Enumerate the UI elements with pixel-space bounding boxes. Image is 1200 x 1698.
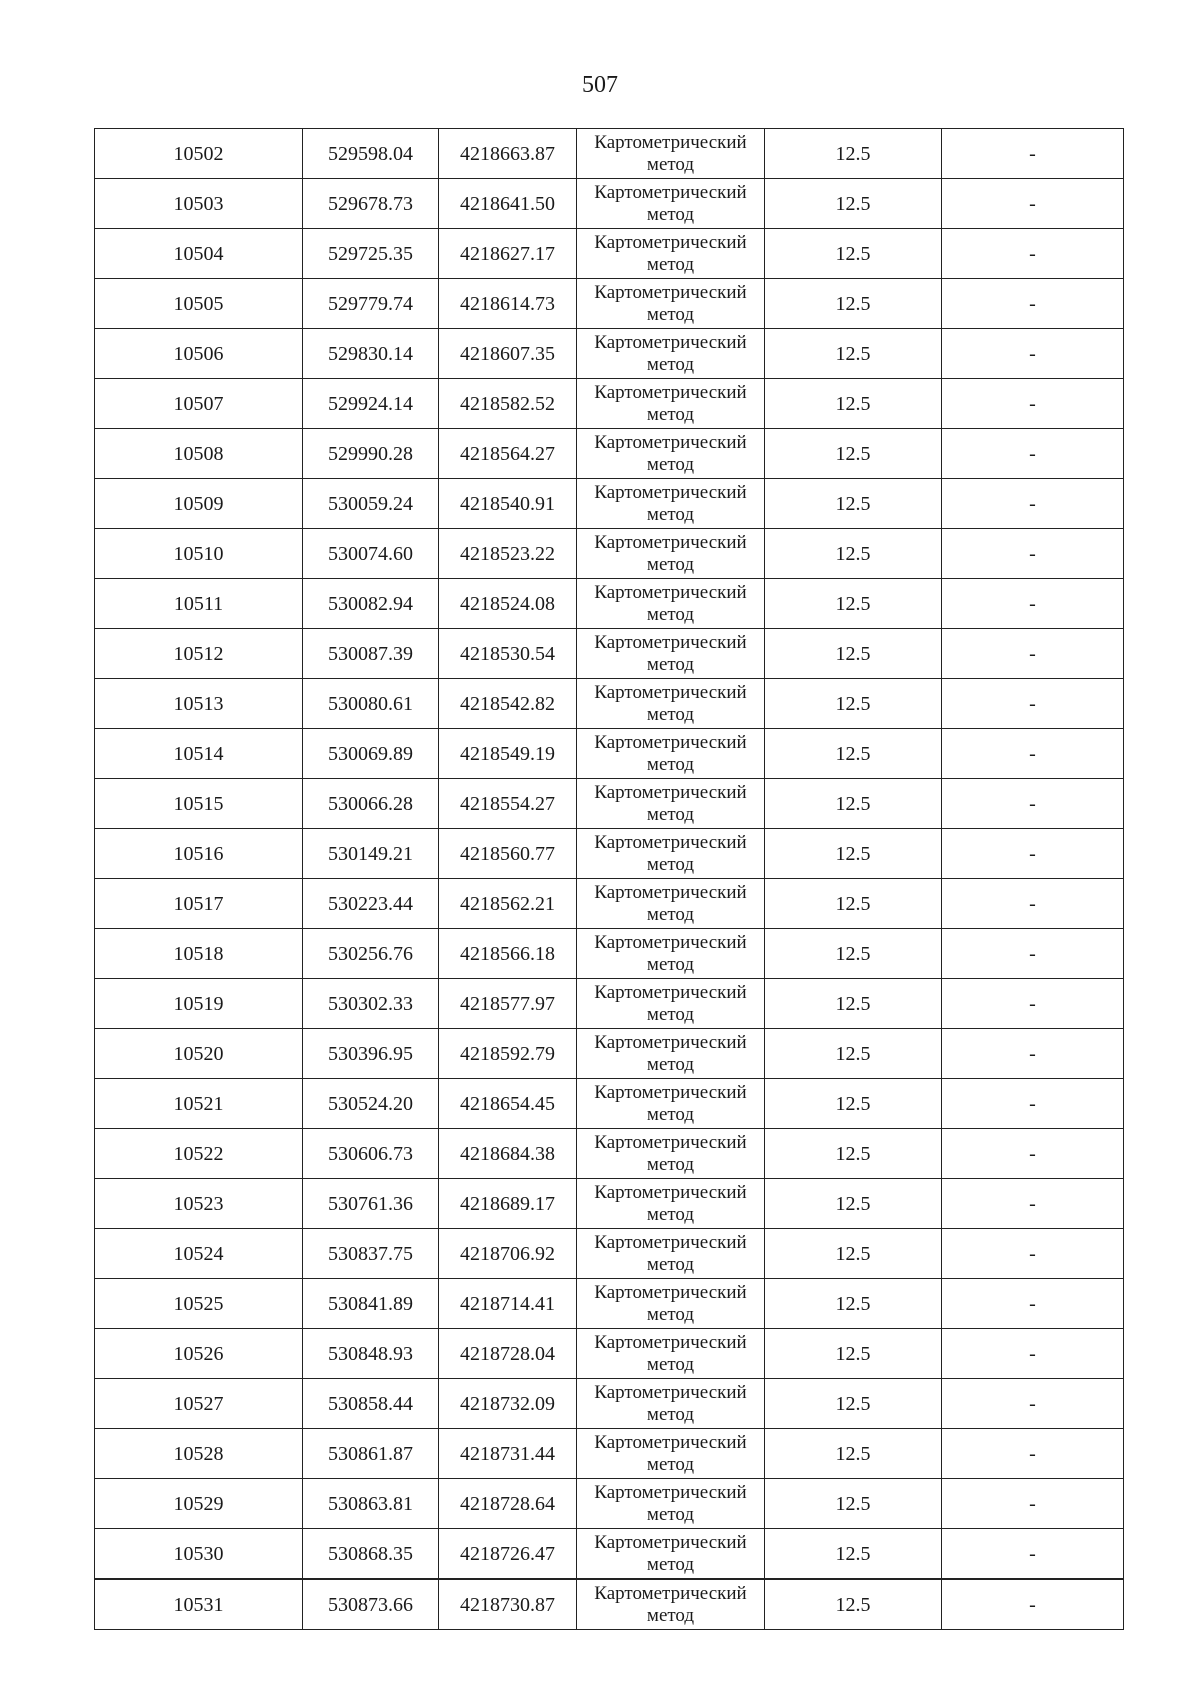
method-cell bbox=[577, 129, 765, 179]
accuracy-cell: 12.5 bbox=[765, 1479, 942, 1529]
x-coordinate-cell: 530066.28 bbox=[303, 779, 439, 829]
point-id-cell: 10530 bbox=[95, 1529, 303, 1580]
x-coordinate-cell: 529924.14 bbox=[303, 379, 439, 429]
y-coordinate-cell: 4218524.08 bbox=[439, 579, 577, 629]
table-row bbox=[95, 1479, 1124, 1529]
method-line-2: метод bbox=[646, 603, 695, 625]
table-row bbox=[95, 1179, 1124, 1229]
table-row bbox=[95, 1429, 1124, 1479]
method-cell bbox=[577, 379, 765, 429]
note-cell: - bbox=[942, 1179, 1124, 1229]
accuracy-cell: 12.5 bbox=[765, 1579, 942, 1630]
note-cell: - bbox=[942, 479, 1124, 529]
table-row bbox=[95, 879, 1124, 929]
y-coordinate-cell: 4218542.82 bbox=[439, 679, 577, 729]
method-line-2: метод bbox=[646, 753, 695, 775]
x-coordinate-cell: 530396.95 bbox=[303, 1029, 439, 1079]
method-cell bbox=[577, 1329, 765, 1379]
accuracy-cell: 12.5 bbox=[765, 1279, 942, 1329]
table-row bbox=[95, 1279, 1124, 1329]
method-line-2: метод bbox=[646, 1453, 695, 1475]
table-row bbox=[95, 1229, 1124, 1279]
note-cell: - bbox=[942, 1229, 1124, 1279]
x-coordinate-cell: 529598.04 bbox=[303, 129, 439, 179]
method-line-2: метод bbox=[646, 453, 695, 475]
method-line-2: метод bbox=[646, 1253, 695, 1275]
accuracy-cell: 12.5 bbox=[765, 629, 942, 679]
coordinates-table bbox=[94, 128, 1124, 1630]
method-line-2: метод bbox=[646, 853, 695, 875]
point-id-cell: 10523 bbox=[95, 1179, 303, 1229]
x-coordinate-cell: 529725.35 bbox=[303, 229, 439, 279]
point-id-cell: 10528 bbox=[95, 1429, 303, 1479]
note-cell: - bbox=[942, 129, 1124, 179]
y-coordinate-cell: 4218728.04 bbox=[439, 1329, 577, 1379]
method-line-2: метод bbox=[646, 1103, 695, 1125]
note-cell: - bbox=[942, 1329, 1124, 1379]
point-id-cell: 10531 bbox=[95, 1579, 303, 1630]
table-row bbox=[95, 379, 1124, 429]
note-cell: - bbox=[942, 179, 1124, 229]
note-cell: - bbox=[942, 1579, 1124, 1630]
point-id-cell: 10512 bbox=[95, 629, 303, 679]
table-row bbox=[95, 579, 1124, 629]
method-line-2: метод bbox=[646, 703, 695, 725]
table-row bbox=[95, 729, 1124, 779]
method-cell bbox=[577, 329, 765, 379]
note-cell: - bbox=[942, 429, 1124, 479]
accuracy-cell: 12.5 bbox=[765, 429, 942, 479]
x-coordinate-cell: 530149.21 bbox=[303, 829, 439, 879]
accuracy-cell: 12.5 bbox=[765, 679, 942, 729]
table-row bbox=[95, 979, 1124, 1029]
point-id-cell: 10510 bbox=[95, 529, 303, 579]
method-line-2: метод bbox=[646, 153, 695, 175]
accuracy-cell: 12.5 bbox=[765, 729, 942, 779]
y-coordinate-cell: 4218726.47 bbox=[439, 1529, 577, 1580]
x-coordinate-cell: 530069.89 bbox=[303, 729, 439, 779]
y-coordinate-cell: 4218728.64 bbox=[439, 1479, 577, 1529]
method-line-1: Картометрический bbox=[594, 1531, 747, 1553]
note-cell: - bbox=[942, 229, 1124, 279]
page-number: 507 bbox=[582, 72, 618, 98]
y-coordinate-cell: 4218540.91 bbox=[439, 479, 577, 529]
y-coordinate-cell: 4218614.73 bbox=[439, 279, 577, 329]
method-line-1: Картометрический bbox=[594, 581, 747, 603]
note-cell: - bbox=[942, 1029, 1124, 1079]
method-line-2: метод bbox=[646, 653, 695, 675]
method-line-2: метод bbox=[646, 1303, 695, 1325]
point-id-cell: 10515 bbox=[95, 779, 303, 829]
point-id-cell: 10502 bbox=[95, 129, 303, 179]
y-coordinate-cell: 4218627.17 bbox=[439, 229, 577, 279]
point-id-cell: 10527 bbox=[95, 1379, 303, 1429]
point-id-cell: 10526 bbox=[95, 1329, 303, 1379]
y-coordinate-cell: 4218689.17 bbox=[439, 1179, 577, 1229]
accuracy-cell: 12.5 bbox=[765, 179, 942, 229]
method-cell bbox=[577, 479, 765, 529]
method-cell bbox=[577, 829, 765, 879]
point-id-cell: 10518 bbox=[95, 929, 303, 979]
method-line-1: Картометрический bbox=[594, 681, 747, 703]
method-line-2: метод bbox=[646, 1203, 695, 1225]
method-cell bbox=[577, 979, 765, 1029]
accuracy-cell: 12.5 bbox=[765, 1079, 942, 1129]
y-coordinate-cell: 4218607.35 bbox=[439, 329, 577, 379]
table-row bbox=[95, 629, 1124, 679]
y-coordinate-cell: 4218582.52 bbox=[439, 379, 577, 429]
note-cell: - bbox=[942, 979, 1124, 1029]
method-cell bbox=[577, 1429, 765, 1479]
table-body bbox=[95, 129, 1124, 1630]
accuracy-cell: 12.5 bbox=[765, 1329, 942, 1379]
point-id-cell: 10522 bbox=[95, 1129, 303, 1179]
table-row bbox=[95, 1379, 1124, 1429]
point-id-cell: 10525 bbox=[95, 1279, 303, 1329]
method-cell bbox=[577, 1029, 765, 1079]
y-coordinate-cell: 4218564.27 bbox=[439, 429, 577, 479]
method-line-1: Картометрический bbox=[594, 831, 747, 853]
x-coordinate-cell: 530256.76 bbox=[303, 929, 439, 979]
method-cell bbox=[577, 1229, 765, 1279]
table-row bbox=[95, 929, 1124, 979]
method-line-1: Картометрический bbox=[594, 131, 747, 153]
point-id-cell: 10521 bbox=[95, 1079, 303, 1129]
method-cell bbox=[577, 229, 765, 279]
method-line-1: Картометрический bbox=[594, 1481, 747, 1503]
method-line-2: метод bbox=[646, 1353, 695, 1375]
method-cell bbox=[577, 1479, 765, 1529]
x-coordinate-cell: 530524.20 bbox=[303, 1079, 439, 1129]
point-id-cell: 10509 bbox=[95, 479, 303, 529]
x-coordinate-cell: 529990.28 bbox=[303, 429, 439, 479]
note-cell: - bbox=[942, 379, 1124, 429]
x-coordinate-cell: 530837.75 bbox=[303, 1229, 439, 1279]
method-line-1: Картометрический bbox=[594, 1231, 747, 1253]
method-line-1: Картометрический bbox=[594, 181, 747, 203]
y-coordinate-cell: 4218592.79 bbox=[439, 1029, 577, 1079]
table-row bbox=[95, 829, 1124, 879]
method-cell bbox=[577, 1529, 765, 1580]
y-coordinate-cell: 4218549.19 bbox=[439, 729, 577, 779]
x-coordinate-cell: 530868.35 bbox=[303, 1529, 439, 1580]
table-row bbox=[95, 1329, 1124, 1379]
point-id-cell: 10511 bbox=[95, 579, 303, 629]
accuracy-cell: 12.5 bbox=[765, 229, 942, 279]
x-coordinate-cell: 530858.44 bbox=[303, 1379, 439, 1429]
method-line-1: Картометрический bbox=[594, 481, 747, 503]
table-row bbox=[95, 1079, 1124, 1129]
note-cell: - bbox=[942, 1279, 1124, 1329]
method-line-2: метод bbox=[646, 503, 695, 525]
method-line-2: метод bbox=[646, 203, 695, 225]
x-coordinate-cell: 530302.33 bbox=[303, 979, 439, 1029]
note-cell: - bbox=[942, 279, 1124, 329]
table-row bbox=[95, 229, 1124, 279]
table-row bbox=[95, 529, 1124, 579]
method-line-1: Картометрический bbox=[594, 781, 747, 803]
x-coordinate-cell: 530606.73 bbox=[303, 1129, 439, 1179]
table-row bbox=[95, 329, 1124, 379]
method-line-2: метод bbox=[646, 353, 695, 375]
accuracy-cell: 12.5 bbox=[765, 1229, 942, 1279]
note-cell: - bbox=[942, 629, 1124, 679]
x-coordinate-cell: 530087.39 bbox=[303, 629, 439, 679]
y-coordinate-cell: 4218706.92 bbox=[439, 1229, 577, 1279]
note-cell: - bbox=[942, 1129, 1124, 1179]
note-cell: - bbox=[942, 579, 1124, 629]
method-line-2: метод bbox=[646, 1153, 695, 1175]
y-coordinate-cell: 4218560.77 bbox=[439, 829, 577, 879]
table-row bbox=[95, 679, 1124, 729]
note-cell: - bbox=[942, 879, 1124, 929]
y-coordinate-cell: 4218654.45 bbox=[439, 1079, 577, 1129]
method-line-1: Картометрический bbox=[594, 631, 747, 653]
table-row bbox=[95, 129, 1124, 179]
y-coordinate-cell: 4218641.50 bbox=[439, 179, 577, 229]
y-coordinate-cell: 4218554.27 bbox=[439, 779, 577, 829]
method-cell bbox=[577, 1279, 765, 1329]
note-cell: - bbox=[942, 329, 1124, 379]
method-line-1: Картометрический bbox=[594, 931, 747, 953]
point-id-cell: 10524 bbox=[95, 1229, 303, 1279]
accuracy-cell: 12.5 bbox=[765, 279, 942, 329]
x-coordinate-cell: 530059.24 bbox=[303, 479, 439, 529]
accuracy-cell: 12.5 bbox=[765, 1129, 942, 1179]
x-coordinate-cell: 530841.89 bbox=[303, 1279, 439, 1329]
method-line-1: Картометрический bbox=[594, 981, 747, 1003]
method-line-2: метод bbox=[646, 803, 695, 825]
x-coordinate-cell: 530761.36 bbox=[303, 1179, 439, 1229]
method-line-2: метод bbox=[646, 1503, 695, 1525]
accuracy-cell: 12.5 bbox=[765, 529, 942, 579]
method-cell bbox=[577, 529, 765, 579]
method-line-1: Картометрический bbox=[594, 1381, 747, 1403]
y-coordinate-cell: 4218730.87 bbox=[439, 1579, 577, 1630]
method-cell bbox=[577, 1129, 765, 1179]
method-line-2: метод bbox=[646, 303, 695, 325]
method-line-2: метод bbox=[646, 1553, 695, 1575]
point-id-cell: 10505 bbox=[95, 279, 303, 329]
table-row bbox=[95, 429, 1124, 479]
y-coordinate-cell: 4218530.54 bbox=[439, 629, 577, 679]
accuracy-cell: 12.5 bbox=[765, 1379, 942, 1429]
y-coordinate-cell: 4218663.87 bbox=[439, 129, 577, 179]
point-id-cell: 10514 bbox=[95, 729, 303, 779]
method-line-1: Картометрический bbox=[594, 531, 747, 553]
note-cell: - bbox=[942, 1529, 1124, 1580]
accuracy-cell: 12.5 bbox=[765, 1429, 942, 1479]
x-coordinate-cell: 529830.14 bbox=[303, 329, 439, 379]
point-id-cell: 10520 bbox=[95, 1029, 303, 1079]
method-line-2: метод bbox=[646, 953, 695, 975]
accuracy-cell: 12.5 bbox=[765, 1529, 942, 1580]
note-cell: - bbox=[942, 1079, 1124, 1129]
method-line-2: метод bbox=[646, 1403, 695, 1425]
accuracy-cell: 12.5 bbox=[765, 329, 942, 379]
y-coordinate-cell: 4218714.41 bbox=[439, 1279, 577, 1329]
method-line-2: метод bbox=[646, 1003, 695, 1025]
accuracy-cell: 12.5 bbox=[765, 829, 942, 879]
table-row bbox=[95, 1579, 1124, 1630]
method-cell bbox=[577, 729, 765, 779]
x-coordinate-cell: 530861.87 bbox=[303, 1429, 439, 1479]
table-row bbox=[95, 279, 1124, 329]
accuracy-cell: 12.5 bbox=[765, 1029, 942, 1079]
method-line-2: метод bbox=[646, 253, 695, 275]
note-cell: - bbox=[942, 529, 1124, 579]
table-row bbox=[95, 179, 1124, 229]
table-row bbox=[95, 1529, 1124, 1580]
y-coordinate-cell: 4218577.97 bbox=[439, 979, 577, 1029]
accuracy-cell: 12.5 bbox=[765, 379, 942, 429]
x-coordinate-cell: 530223.44 bbox=[303, 879, 439, 929]
method-line-1: Картометрический bbox=[594, 381, 747, 403]
point-id-cell: 10517 bbox=[95, 879, 303, 929]
method-line-1: Картометрический bbox=[594, 1331, 747, 1353]
accuracy-cell: 12.5 bbox=[765, 979, 942, 1029]
method-line-2: метод bbox=[646, 1604, 695, 1626]
method-line-1: Картометрический bbox=[594, 731, 747, 753]
method-line-2: метод bbox=[646, 553, 695, 575]
method-line-1: Картометрический bbox=[594, 1131, 747, 1153]
table-row bbox=[95, 779, 1124, 829]
method-cell bbox=[577, 929, 765, 979]
x-coordinate-cell: 530873.66 bbox=[303, 1579, 439, 1630]
method-cell bbox=[577, 879, 765, 929]
x-coordinate-cell: 530074.60 bbox=[303, 529, 439, 579]
y-coordinate-cell: 4218731.44 bbox=[439, 1429, 577, 1479]
x-coordinate-cell: 530082.94 bbox=[303, 579, 439, 629]
method-line-1: Картометрический bbox=[594, 281, 747, 303]
method-line-1: Картометрический bbox=[594, 881, 747, 903]
point-id-cell: 10508 bbox=[95, 429, 303, 479]
note-cell: - bbox=[942, 1429, 1124, 1479]
x-coordinate-cell: 530848.93 bbox=[303, 1329, 439, 1379]
method-cell bbox=[577, 1579, 765, 1630]
method-cell bbox=[577, 579, 765, 629]
y-coordinate-cell: 4218732.09 bbox=[439, 1379, 577, 1429]
y-coordinate-cell: 4218562.21 bbox=[439, 879, 577, 929]
method-line-2: метод bbox=[646, 1053, 695, 1075]
point-id-cell: 10519 bbox=[95, 979, 303, 1029]
method-cell bbox=[577, 679, 765, 729]
point-id-cell: 10504 bbox=[95, 229, 303, 279]
point-id-cell: 10516 bbox=[95, 829, 303, 879]
method-line-1: Картометрический bbox=[594, 1181, 747, 1203]
method-cell bbox=[577, 179, 765, 229]
accuracy-cell: 12.5 bbox=[765, 129, 942, 179]
method-cell bbox=[577, 1379, 765, 1429]
point-id-cell: 10507 bbox=[95, 379, 303, 429]
method-line-1: Картометрический bbox=[594, 1281, 747, 1303]
note-cell: - bbox=[942, 929, 1124, 979]
method-line-2: метод bbox=[646, 403, 695, 425]
accuracy-cell: 12.5 bbox=[765, 479, 942, 529]
x-coordinate-cell: 529779.74 bbox=[303, 279, 439, 329]
method-cell bbox=[577, 629, 765, 679]
point-id-cell: 10503 bbox=[95, 179, 303, 229]
method-cell bbox=[577, 1079, 765, 1129]
note-cell: - bbox=[942, 729, 1124, 779]
x-coordinate-cell: 530080.61 bbox=[303, 679, 439, 729]
accuracy-cell: 12.5 bbox=[765, 1179, 942, 1229]
table-row bbox=[95, 1029, 1124, 1079]
method-line-1: Картометрический bbox=[594, 331, 747, 353]
note-cell: - bbox=[942, 1479, 1124, 1529]
y-coordinate-cell: 4218684.38 bbox=[439, 1129, 577, 1179]
table-row bbox=[95, 1129, 1124, 1179]
note-cell: - bbox=[942, 829, 1124, 879]
y-coordinate-cell: 4218523.22 bbox=[439, 529, 577, 579]
method-cell bbox=[577, 779, 765, 829]
accuracy-cell: 12.5 bbox=[765, 579, 942, 629]
point-id-cell: 10529 bbox=[95, 1479, 303, 1529]
note-cell: - bbox=[942, 779, 1124, 829]
point-id-cell: 10513 bbox=[95, 679, 303, 729]
accuracy-cell: 12.5 bbox=[765, 779, 942, 829]
method-line-1: Картометрический bbox=[594, 1031, 747, 1053]
note-cell: - bbox=[942, 679, 1124, 729]
method-cell bbox=[577, 1179, 765, 1229]
accuracy-cell: 12.5 bbox=[765, 879, 942, 929]
x-coordinate-cell: 530863.81 bbox=[303, 1479, 439, 1529]
point-id-cell: 10506 bbox=[95, 329, 303, 379]
method-cell bbox=[577, 429, 765, 479]
method-line-2: метод bbox=[646, 903, 695, 925]
method-line-1: Картометрический bbox=[594, 1582, 747, 1604]
table-row bbox=[95, 479, 1124, 529]
y-coordinate-cell: 4218566.18 bbox=[439, 929, 577, 979]
x-coordinate-cell: 529678.73 bbox=[303, 179, 439, 229]
accuracy-cell: 12.5 bbox=[765, 929, 942, 979]
method-line-1: Картометрический bbox=[594, 231, 747, 253]
method-cell bbox=[577, 279, 765, 329]
method-line-1: Картометрический bbox=[594, 1431, 747, 1453]
method-line-1: Картометрический bbox=[594, 1081, 747, 1103]
note-cell: - bbox=[942, 1379, 1124, 1429]
method-line-1: Картометрический bbox=[594, 431, 747, 453]
